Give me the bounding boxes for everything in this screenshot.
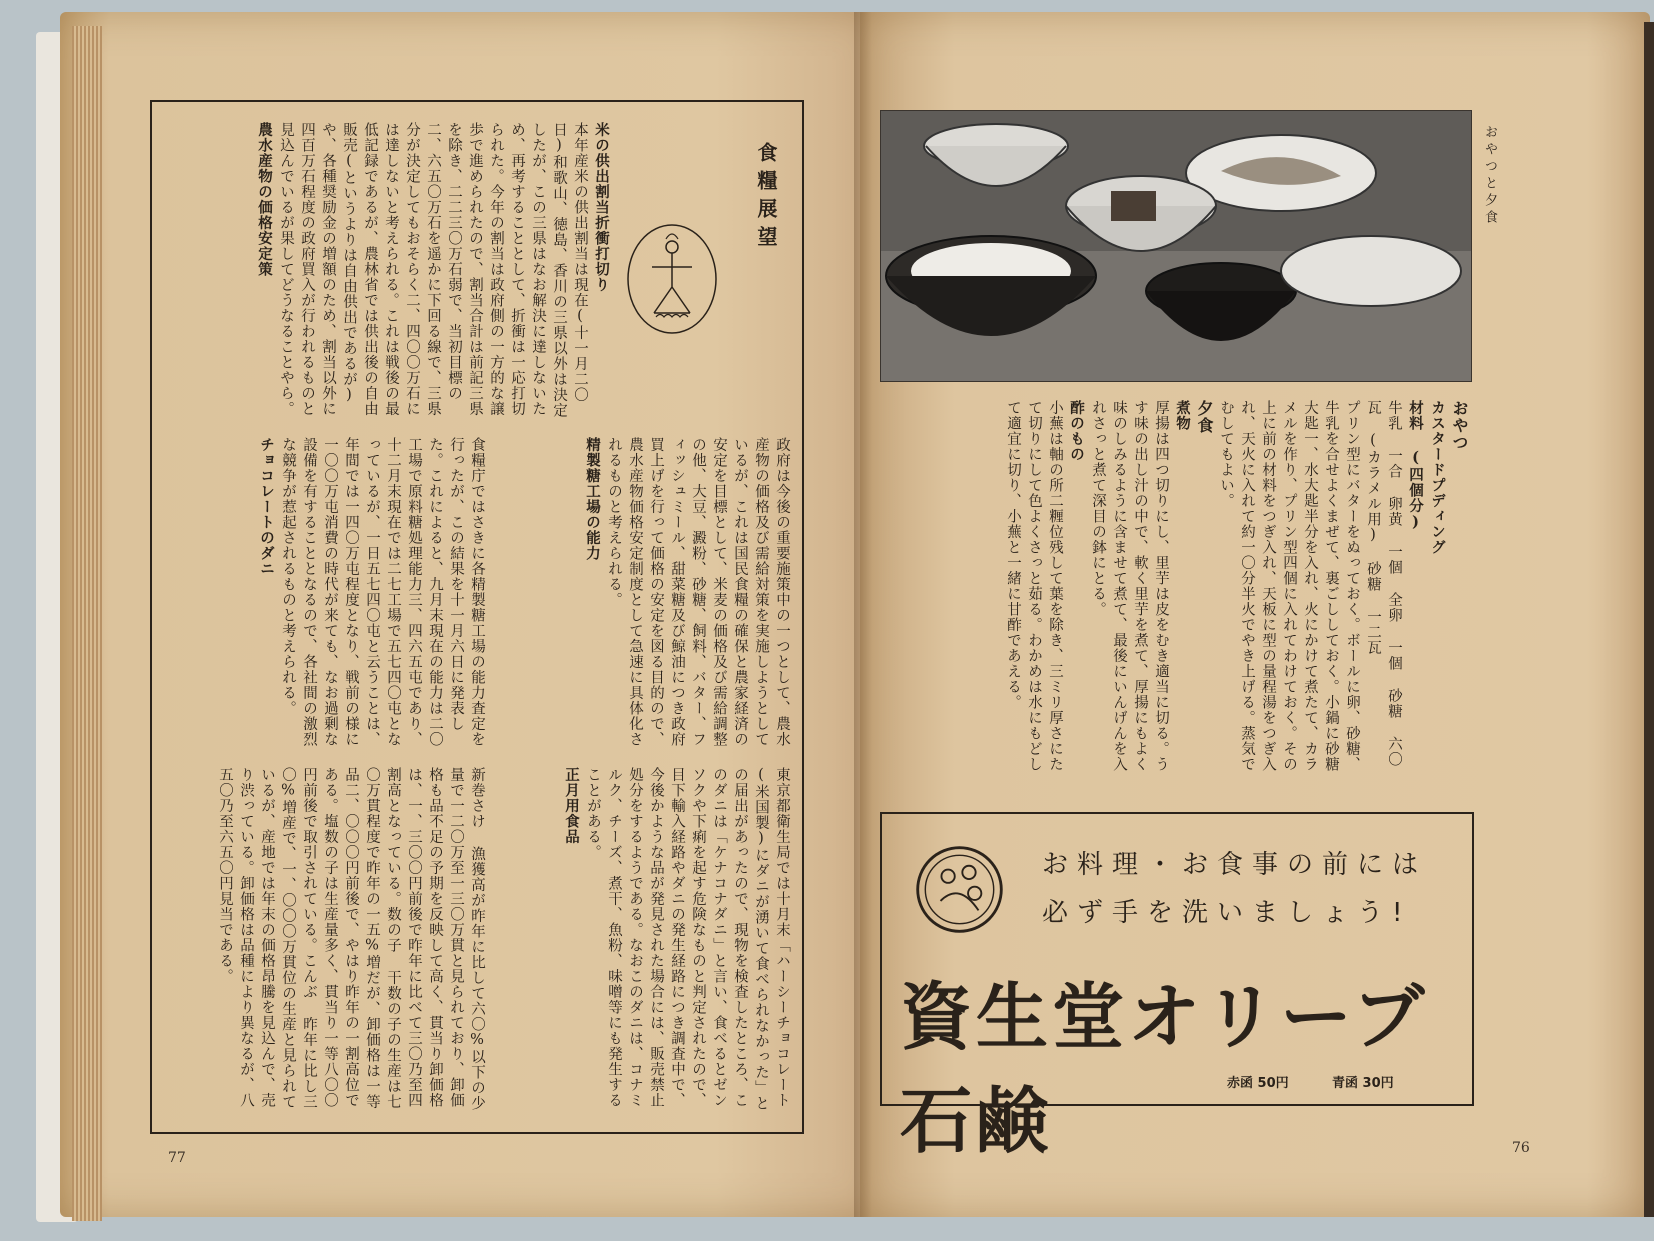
food-outlook-article bbox=[150, 100, 804, 1134]
sunomono-title: 酢のもの bbox=[1068, 400, 1085, 462]
nimono-text: 厚揚は四つ切りにし、里芋は皮をむき適当に切る。うす味の出し汁の中で、軟く里芋を煮て、厚揚にもよく味のしみるように含ませて煮て、最後にいんげんを入れさっと煮て深目の鉢にとる。 bbox=[1090, 400, 1169, 772]
ad-price-red: 赤函 50円 bbox=[1227, 1076, 1289, 1091]
ad-brand-name: 資生堂オリーブ石鹸 bbox=[900, 975, 1429, 1163]
ad-price-blue: 青函 30円 bbox=[1332, 1076, 1394, 1091]
recipe-steps: プリン型にバターをぬっておく。ボールに卵、砂糖、牛乳を合せよくまぜて、裏ごししておく。小鍋に砂糖大匙一、水大匙半分を入れ、火にかけて煮たて、カラメルを作り、プリン型四個に入れてわけておく。その上に前の材料をつぎ入れ、天板に型の量程湯をつぎ入れ、天火に入れて約一〇分半火でやき上げる。蒸気でむしてもよい。 bbox=[1218, 400, 1360, 772]
section-text: 本年産米の供出割当は現在(十一月二〇日)和歌山、徳島、香川の三県以外は決定したが、この三県はなお解決に達しないため、再考することとして、折衝は一応打切られた。今年の割当は政府側の一方的な譲歩で進められたので、割当合計は前記三県を除き、二二三〇万石弱で、当初目標の二、六五〇万石を遥かに下回る線で、三県分が決定してもおそらく二、四〇〇万石には達しないと考えられる。これは戦後の最低記録であるが、農林省では供出後の自由販売(というよりは自由供出であるが)や、各種奨励金の増額のため、割当以外に四百万石程度の政府買入が行われるものと見込んでいるが果してどうなることやら。 bbox=[278, 122, 588, 418]
meal-photo bbox=[880, 110, 1472, 382]
page-number-right: 76 bbox=[1512, 1140, 1530, 1156]
recipes-column bbox=[880, 400, 1470, 780]
mascot-illustration bbox=[622, 217, 722, 337]
section-new-year-foods bbox=[162, 767, 487, 1117]
section-title: 米の供出割当折衝打切り bbox=[593, 122, 610, 293]
section-sugar-factory bbox=[162, 437, 487, 757]
yushoku-title: 夕食 bbox=[1195, 400, 1214, 434]
cover-edge bbox=[1644, 22, 1654, 1217]
section-rice-quota bbox=[182, 122, 612, 427]
section-title: 正月用食品 bbox=[563, 767, 580, 845]
oyatsu-title: おやつ bbox=[1450, 400, 1469, 451]
page-stack-edge bbox=[72, 26, 102, 1221]
section-chocolate-mites bbox=[492, 767, 792, 1117]
article-heading: 食糧展望 bbox=[754, 142, 778, 254]
nimono-title: 煮物 bbox=[1174, 400, 1191, 431]
section-title: チョコレートのダニ bbox=[258, 437, 275, 577]
section-text: 政府は今後の重要施策中の一つとして、農水産物の価格及び需給対策を実施しようとしているが、これは国民食糧の確保と農家経済の安定を目標として、米麦の価格及び需給調整の他、大豆、澱粉、砂糖、飼料、バター、フィッシュミール、甜菜糖及び鯨油につき政府買上げを行って価格の安定を図る目的ので、農水産物価格安定制度として急速に具体化されるものと考えられる。 bbox=[606, 437, 790, 747]
materials-text: 牛乳 一合 卵黄 一個 全卵 一個 砂糖 六〇瓦 (カラメル用) 砂糖 一二瓦 bbox=[1365, 400, 1402, 767]
page-number-left: 77 bbox=[168, 1150, 186, 1166]
book-gutter bbox=[854, 12, 872, 1217]
section-text: 東京都衛生局では十月末「ハーシーチョコレート(米国製)にダニが湧いて食べられなかった」との届出があったので、現物を検査したところ、このダニは「ケナコナダニ」と言い、食べるとゼンソクや下痢を起す危険なものと判定されたので、目下輸入経路やダニの発生経路につき調査中で、今後かような品が発見された場合には、販売禁止処分をするようである。なおこのダニは、コナミルク、チーズ、煮干、魚粉、味噌等にも発生することがある。 bbox=[585, 767, 790, 1111]
section-price-stabilization bbox=[492, 437, 792, 757]
ad-slogan-line1: お料理・お食事の前には bbox=[1042, 850, 1428, 880]
ad-slogan-line2: 必ず手を洗いましょう! bbox=[1042, 898, 1412, 928]
section-title: 農水産物の価格安定策 bbox=[256, 122, 273, 277]
section-text: 新巻さけ 漁獲高が昨年に比して六〇%以下の少量で一二〇万至一三〇万貫と見られており、卸価格も品不足の予期を反映して高く、貫当り卸価格は、一、三〇〇円前後で昨年に比べて三〇乃至四割高となっている。数の子 干数の子の生産は七〇万貫程度で昨年の一五%増だが、卸価格は一等品二、〇〇〇円前後で、やはり昨年の一割高位である。塩数の子は生産量多く、貫当り一等八〇〇円前後で取引されている。こんぶ 昨年に比し三〇%増産で、一、〇〇〇万貫位の生産と見られているが、産地では年末の価格昂騰を見込んで、売り渋っている。卸価格は品種により異なるが、八五〇乃至六五〇円見当である。 bbox=[217, 767, 485, 1111]
section-title: 精製糖工場の能力 bbox=[584, 437, 601, 561]
recipe-title: カスタードプディング bbox=[1429, 400, 1446, 555]
materials-label: 材料 (四個分) bbox=[1407, 400, 1424, 532]
shiseido-logo-icon bbox=[912, 842, 1007, 937]
soap-advertisement bbox=[880, 812, 1474, 1163]
photo-caption: おやつと夕食 bbox=[1482, 125, 1497, 227]
section-text: 食糧庁ではさきに各精製糖工場の能力査定を行ったが、この結果を十一月六日に発表した。これによると、九月末現在の能力は二〇工場で原料糖処理能力三、四六五屯であり、十二月末現在では二七工場で五七四〇屯となっているが、一日五七四〇屯と云うことは、年間では一四〇万屯程度となり、戦前の様に一〇〇万屯消費の時代が来ても、なお過剰な設備を有することとなるので、各社間の激烈な競争が惹起されるものと考えられる。 bbox=[280, 437, 485, 747]
sunomono-text: 小蕪は軸の所二糎位残して葉を除き、三ミリ厚さにたて切りにして色よくさっと茹る。わかめは水にもどして適宜に切り、小蕪と一緒に甘酢であえる。 bbox=[1005, 400, 1063, 772]
